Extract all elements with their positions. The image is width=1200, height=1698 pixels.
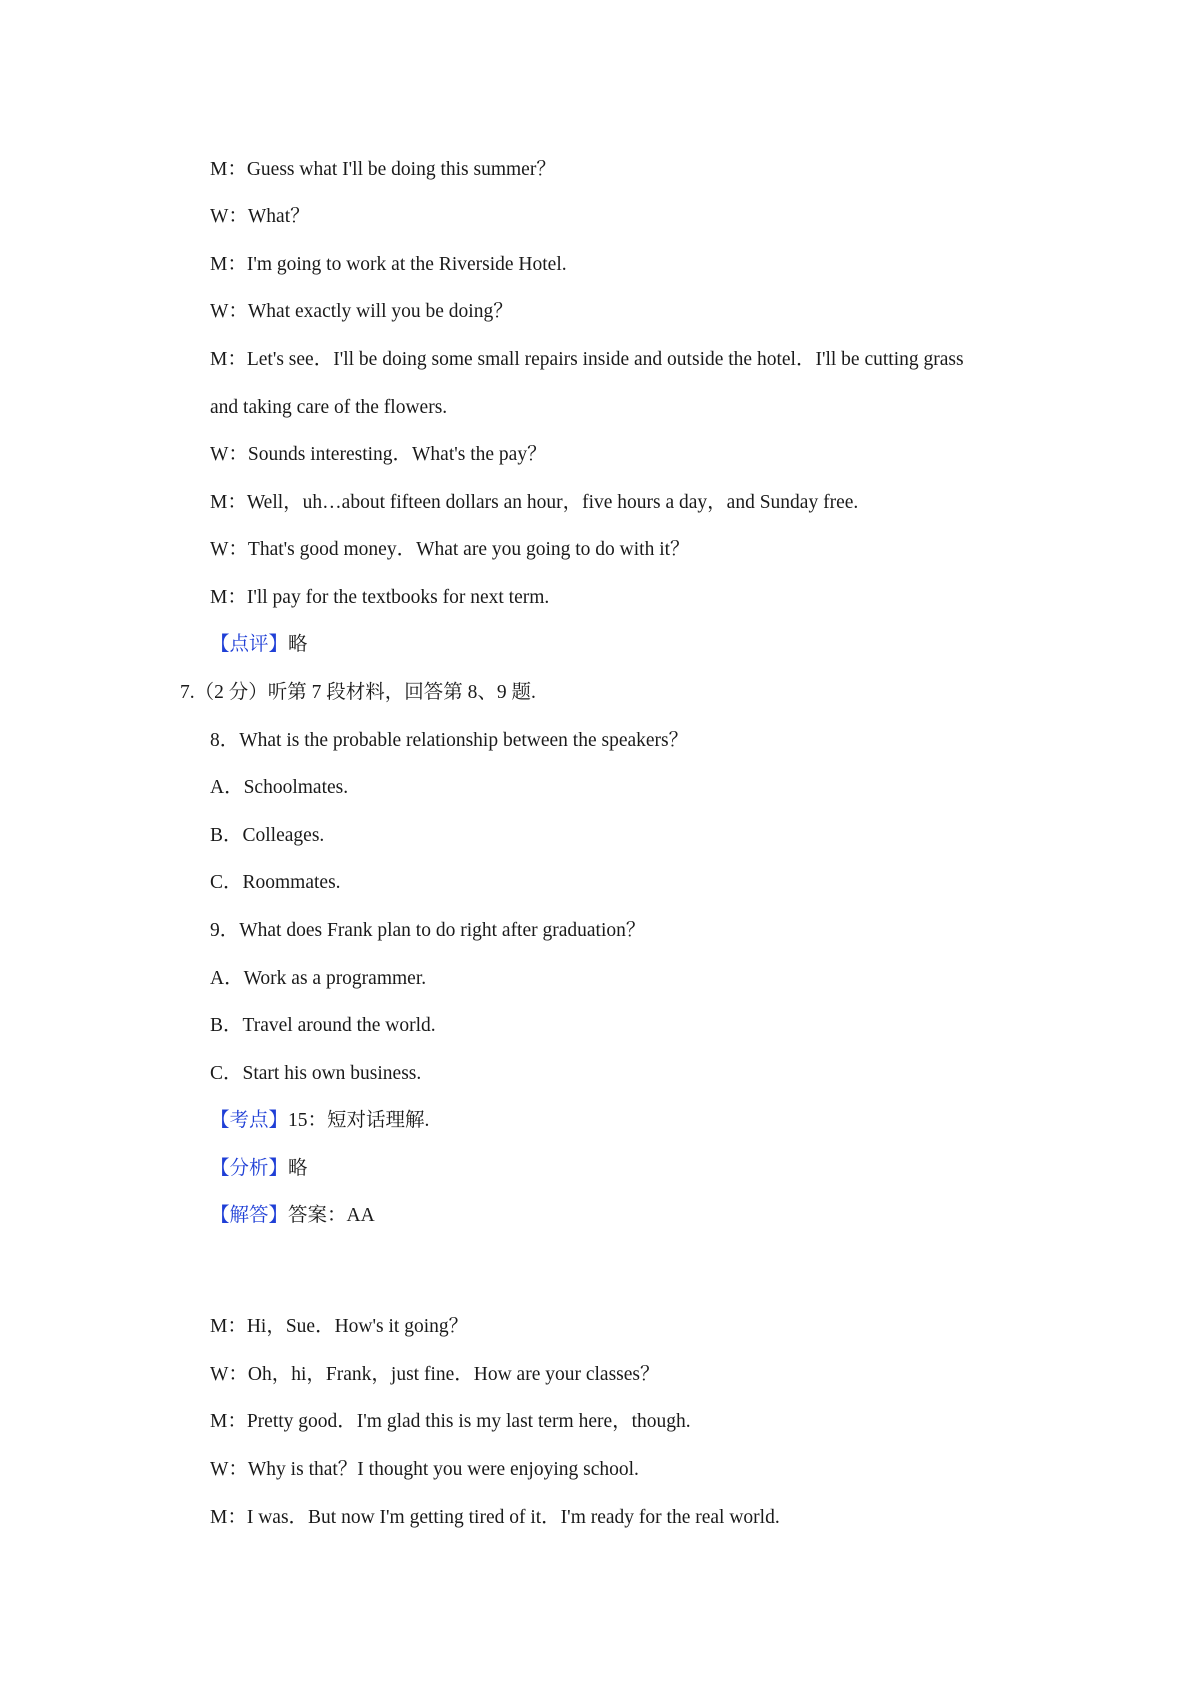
dialogue-line: M：I'm going to work at the Riverside Hotel. [210, 254, 567, 275]
dialogue-line: M：Well，uh…about fifteen dollars an hour，five hours a day，and Sunday free. [210, 492, 859, 513]
question-stem: 9．What does Frank plan to do right after graduation？ [210, 920, 646, 941]
answer-option: A．Work as a programmer. [210, 968, 427, 989]
dialogue-line: M：I'll pay for the textbooks for next term. [210, 587, 550, 608]
comment-label: 【点评】 [210, 634, 289, 655]
kaodian-section [210, 1108, 429, 1134]
dialogue-line: W：What exactly will you be doing？ [210, 301, 513, 322]
jieda-section [210, 1203, 375, 1229]
dialogue-line: and taking care of the flowers. [210, 397, 448, 418]
comment-text: 略 [288, 634, 308, 655]
jieda-label: 【解答】 [210, 1205, 289, 1226]
question-header: 7.（2 分）听第 7 段材料，回答第 8、9 题. [180, 682, 536, 703]
comment-section [210, 632, 308, 658]
answer-option: B．Travel around the world. [210, 1015, 436, 1036]
dialogue-line: W：What？ [210, 206, 310, 227]
fenxi-label: 【分析】 [210, 1158, 289, 1179]
dialogue-line: W：Sounds interesting．What's the pay？ [210, 444, 547, 465]
answer-option: C．Roommates. [210, 872, 341, 893]
dialogue-line: W：Why is that？I thought you were enjoying school. [210, 1459, 639, 1480]
dialogue-line: W：Oh，hi，Frank，just fine．How are your classes？ [210, 1364, 660, 1385]
dialogue-line: M：I was．But now I'm getting tired of it．I'm ready for the real world. [210, 1507, 780, 1528]
dialogue-line: W：That's good money．What are you going to do with it？ [210, 539, 690, 560]
dialogue-line: M：Hi，Sue．How's it going？ [210, 1316, 469, 1337]
kaodian-text: 15：短对话理解. [288, 1110, 430, 1131]
dialogue-line: M：Pretty good．I'm glad this is my last term here，though. [210, 1411, 691, 1432]
answer-option: C．Start his own business. [210, 1063, 422, 1084]
question-stem: 8．What is the probable relationship between the speakers？ [210, 730, 689, 751]
jieda-text: 答案：AA [288, 1205, 375, 1226]
dialogue-line: M：Guess what I'll be doing this summer？ [210, 159, 556, 180]
dialogue-line: M：Let's see．I'll be doing some small repairs inside and outside the hotel．I'll be cutting grass [210, 349, 964, 370]
answer-option: B．Colleages. [210, 825, 325, 846]
fenxi-text: 略 [288, 1158, 308, 1179]
fenxi-section [210, 1156, 308, 1182]
answer-option: A．Schoolmates. [210, 777, 349, 798]
kaodian-label: 【考点】 [210, 1110, 289, 1131]
